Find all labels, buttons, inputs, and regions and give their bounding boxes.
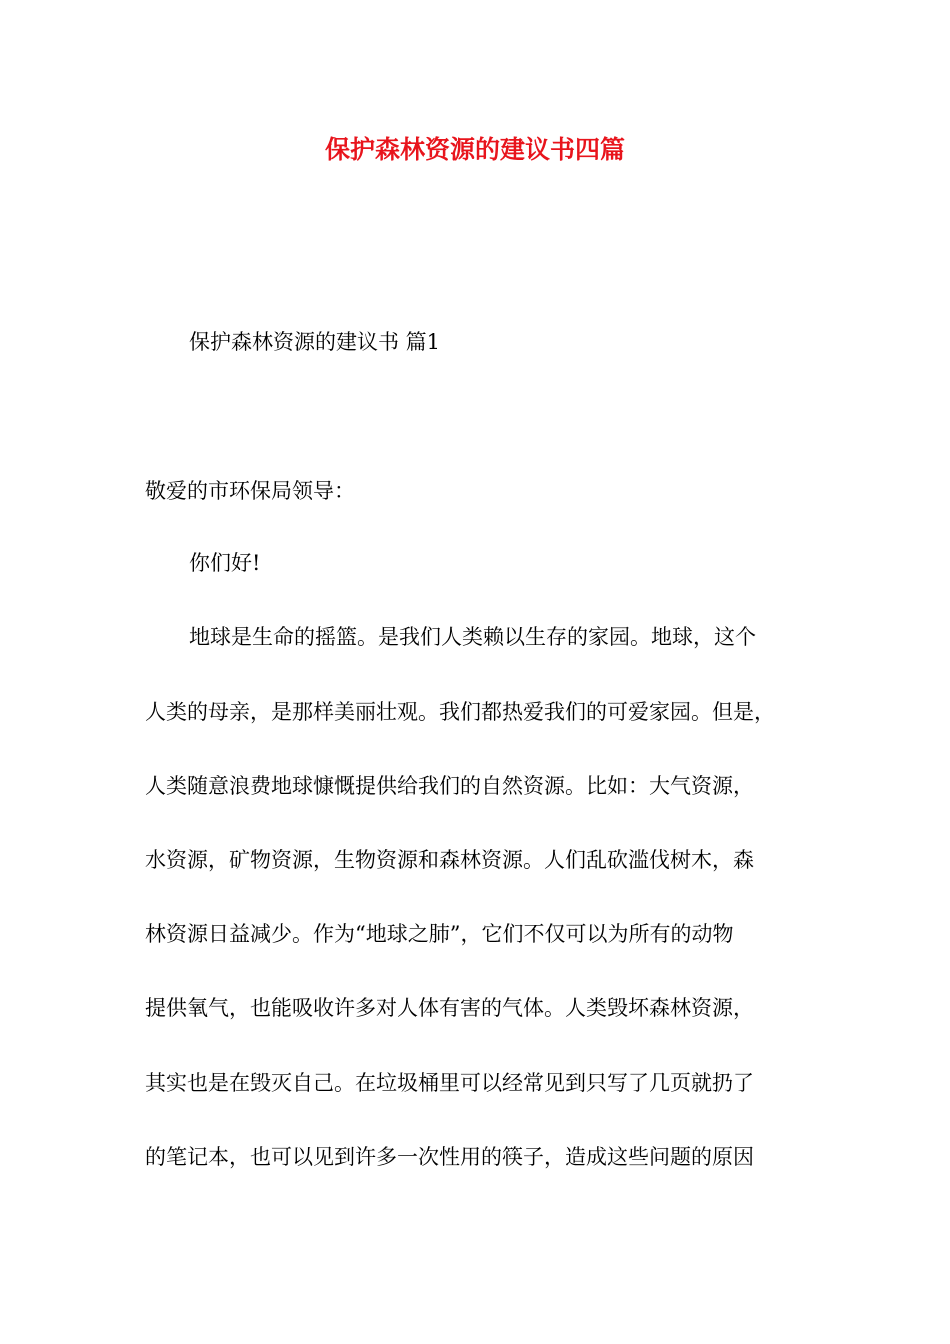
body-line: 提供氧气，也能吸收许多对人体有害的气体。人类毁坏森林资源， <box>145 996 754 1020</box>
section-heading: 保护森林资源的建议书 篇1 <box>189 330 441 354</box>
body-line: 林资源日益减少。作为“地球之肺”，它们不仅可以为所有的动物 <box>145 922 734 946</box>
document-title: 保护森林资源的建议书四篇 <box>324 135 625 164</box>
body-line: 其实也是在毁灭自己。在垃圾桶里可以经常见到只写了几页就扔了 <box>145 1071 754 1095</box>
body-line: 的笔记本，也可以见到许多一次性用的筷子，造成这些问题的原因 <box>145 1145 754 1169</box>
greeting: 你们好! <box>189 551 261 575</box>
salutation: 敬爱的市环保局领导： <box>145 479 355 503</box>
body-line: 人类的母亲，是那样美丽壮观。我们都热爱我们的可爱家园。但是， <box>145 700 775 724</box>
body-line: 人类随意浪费地球慷慨提供给我们的自然资源。比如：大气资源， <box>145 774 754 798</box>
body-line: 地球是生命的摇篮。是我们人类赖以生存的家园。地球，这个 <box>189 625 756 649</box>
body-line: 水资源，矿物资源，生物资源和森林资源。人们乱砍滥伐树木，森 <box>145 848 754 872</box>
